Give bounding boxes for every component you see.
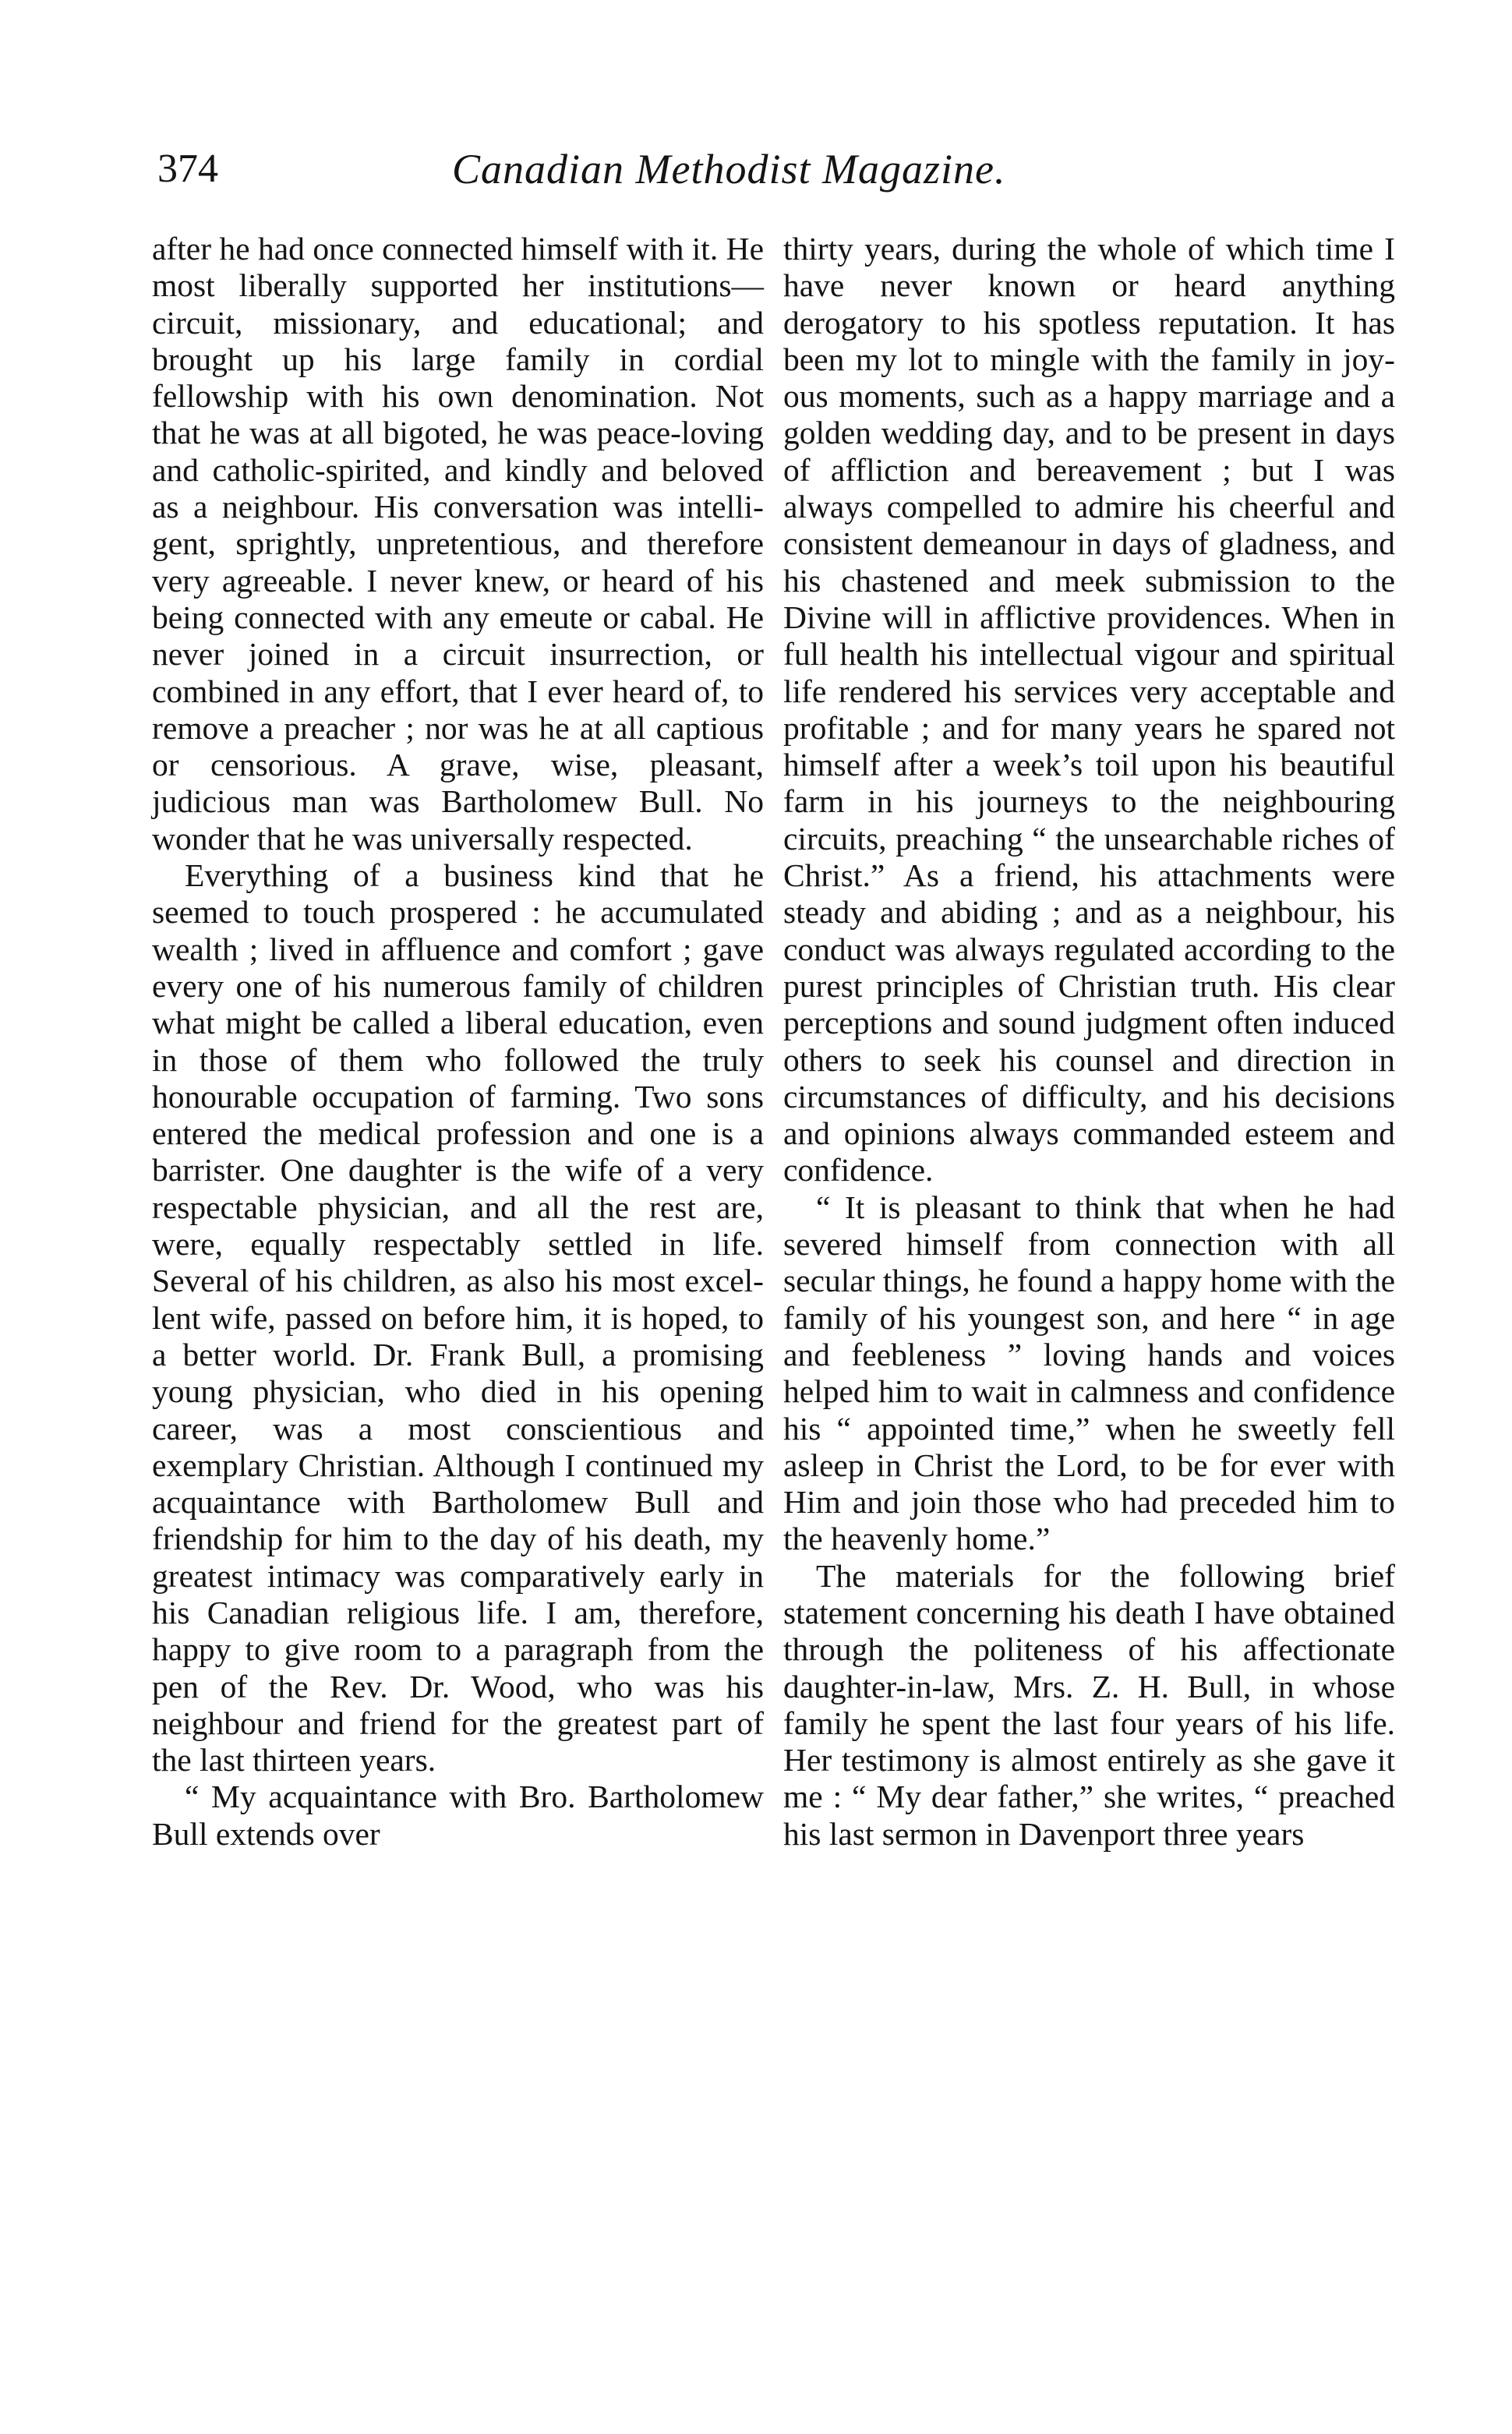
- page-number: 374: [157, 147, 218, 191]
- left-paragraph-3: “ My acquaintance with Bro. Bartholomew Bull extends over: [152, 1779, 764, 1852]
- right-paragraph-1: thirty years, during the whole of which time I have never known or heard anything derogatory to his spotless reputation. It has been my lot to mingle with the family in joyous moments, such as a happy marriage and a golden wedding day, and to be present in days of affliction and bereavement ; but I was always compelled to admire his cheerful and consistent demeanour in days of gladness, and his chastened and meek submission to the Divine will in afflictive providences. When in full health his intellectual vigour and spiritual life rendered his services very acceptable and profitable ; and for many years he spared not himself after a week’s toil upon his beautiful farm in his journeys to the neighbouring circuits, preaching “ the unsearchable riches of Christ.” As a friend, his attachments were steady and abiding ; and as a neighbour, his conduct was always regulated according to the purest principles of Christian truth. His clear perceptions and sound judgment often induced others to seek his counsel and direction in circumstances of difficulty, and his decisions and opinions always commanded esteem and confidence.: [783, 231, 1395, 1189]
- left-column: [152, 231, 764, 1853]
- left-paragraph-1: after he had once connected himself with it. He most liberally supported her institutions—circuit, missionary, and educational; and brought up his large family in cordial fellowship with his own denomination. Not that he was at all bigoted, he was peace-loving and catholic-spirited, and kindly and beloved as a neighbour. His conversation was intelligent, sprightly, unpretentious, and therefore very agreeable. I never knew, or heard of his being connected with any emeute or cabal. He never joined in a circuit insurrection, or combined in any effort, that I ever heard of, to remove a preacher ; nor was he at all captious or censorious. A grave, wise, pleasant, judicious man was Bartholomew Bull. No wonder that he was universally respected.: [152, 231, 764, 857]
- right-paragraph-3: The materials for the following brief statement concerning his death I have obtained through the politeness of his affectionate daughter-in-law, Mrs. Z. H. Bull, in whose family he spent the last four years of his life. Her testimony is almost entirely as she gave it me : “ My dear father,” she writes, “ preached his last sermon in Davenport three years: [783, 1557, 1395, 1852]
- right-column: [783, 231, 1395, 1853]
- right-paragraph-2: “ It is pleasant to think that when he had severed himself from connection with all secular things, he found a happy home with the family of his youngest son, and here “ in age and feebleness ” loving hands and voices helped him to wait in calmness and confidence his “ appointed time,” when he sweetly fell asleep in Christ the Lord, to be for ever with Him and join those who had preceded him to the heavenly home.”: [783, 1189, 1395, 1557]
- left-paragraph-2: Everything of a business kind that he seemed to touch prospered : he accumulated wealth ; lived in affluence and comfort ; gave every one of his numerous family of children what might be called a liberal education, even in those of them who followed the truly honourable occupation of farming. Two sons entered the medical profession and one is a barrister. One daughter is the wife of a very respectable physician, and all the rest are, were, equally respectably settled in life. Several of his children, as also his most excellent wife, passed on before him, it is hoped, to a better world. Dr. Frank Bull, a promising young physician, who died in his opening career, was a most conscientious and exemplary Christian. Although I continued my acquaintance with Bartholomew Bull and friendship for him to the day of his death, my greatest intimacy was comparatively early in his Canadian religious life. I am, therefore, happy to give room to a paragraph from the pen of the Rev. Dr. Wood, who was his neighbour and friend for the greatest part of the last thirteen years.: [152, 857, 764, 1779]
- page-header: [0, 142, 1512, 196]
- running-title: Canadian Methodist Magazine.: [452, 146, 1006, 193]
